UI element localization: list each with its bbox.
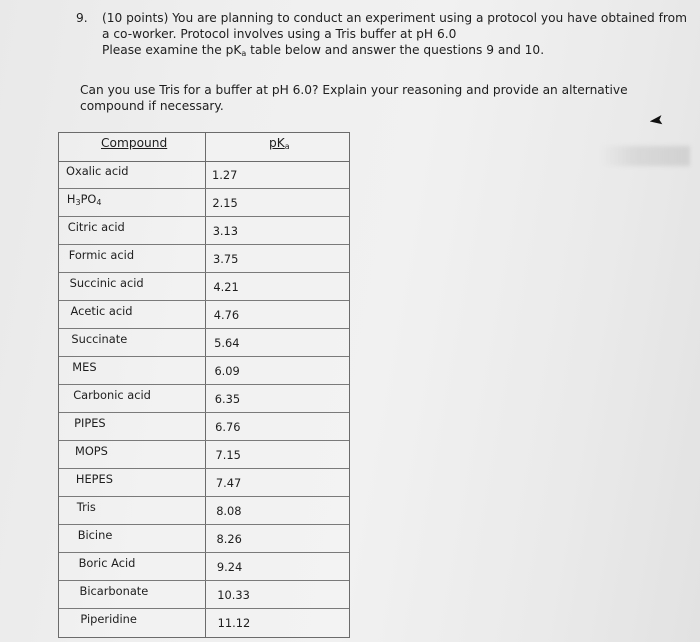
blurred-smudge <box>600 146 690 166</box>
table-row <box>59 385 349 413</box>
question-header <box>76 10 687 62</box>
table-row <box>59 329 349 357</box>
pka-value: 8.26 <box>216 532 242 546</box>
table-row <box>59 441 349 469</box>
table-row <box>59 301 349 329</box>
table-row <box>59 469 349 497</box>
table-row <box>59 189 349 217</box>
pka-value: 6.76 <box>215 420 241 434</box>
table-row <box>59 553 349 581</box>
pka-value: 3.13 <box>212 224 239 238</box>
pka-value: 7.15 <box>215 448 241 462</box>
question-line-1: (10 points) You are planning to conduct an experiment using a protocol you have obtained from <box>102 11 687 25</box>
pka-value: 9.24 <box>216 560 243 574</box>
compound-name: Bicarbonate <box>79 584 149 598</box>
compound-name: Formic acid <box>68 248 135 262</box>
pka-value: 6.35 <box>214 392 241 406</box>
compound-name: Tris <box>76 500 96 514</box>
question-number: 9. <box>76 11 88 25</box>
compound-name: $H_3PO_4$ <box>66 192 102 207</box>
pka-value: 4.76 <box>213 308 240 322</box>
compound-name: Succinate <box>71 332 128 346</box>
mouse-cursor-icon <box>650 112 666 128</box>
pka-value: 8.08 <box>216 504 242 518</box>
compound-name: Carbonic acid <box>73 388 151 402</box>
compound-name: Succinic acid <box>69 276 144 290</box>
compound-name: Oxalic acid <box>66 164 129 178</box>
pka-value: 3.75 <box>213 252 239 266</box>
table-row <box>59 609 349 637</box>
table-row <box>59 413 349 441</box>
table-row <box>59 357 349 385</box>
pka-value: 1.27 <box>212 168 238 182</box>
compound-name: PIPES <box>74 416 106 430</box>
pka-table <box>58 132 350 638</box>
pka-value: 6.09 <box>214 364 240 378</box>
table-row <box>59 497 349 525</box>
compound-name: Boric Acid <box>78 556 136 570</box>
question-prompt: Can you use Tris for a buffer at pH 6.0? Explain your reasoning and provide an alternative compound if necessary. <box>80 83 628 113</box>
header-compound: Compound <box>101 136 168 150</box>
table-row <box>59 525 349 553</box>
header-pka: $pK_a$ <box>269 136 290 151</box>
pka-value: 7.47 <box>215 476 242 490</box>
question-line-2: a co-worker. Protocol involves using a Tris buffer at pH 6.0 <box>102 27 457 41</box>
pka-value: 11.12 <box>217 616 251 630</box>
compound-name: Bicine <box>77 528 113 542</box>
table-row <box>59 581 349 609</box>
pka-value: 5.64 <box>214 336 240 350</box>
pka-value: 4.21 <box>213 280 239 294</box>
pka-value: 2.15 <box>212 196 238 210</box>
table-row <box>59 273 349 301</box>
compound-name: Acetic acid <box>70 304 133 318</box>
compound-name: MOPS <box>75 444 108 458</box>
question-line-3: Please examine the $pK_a$ table below and answer the questions 9 and 10. <box>102 43 545 58</box>
table-row <box>59 161 349 189</box>
compound-name: HEPES <box>75 472 113 486</box>
pka-value: 10.33 <box>217 588 250 602</box>
compound-name: MES <box>72 360 97 374</box>
compound-name: Piperidine <box>80 612 137 626</box>
table-header-row <box>59 133 349 162</box>
compound-name: Citric acid <box>67 220 125 234</box>
table-row <box>59 245 349 273</box>
table-row <box>59 217 349 245</box>
